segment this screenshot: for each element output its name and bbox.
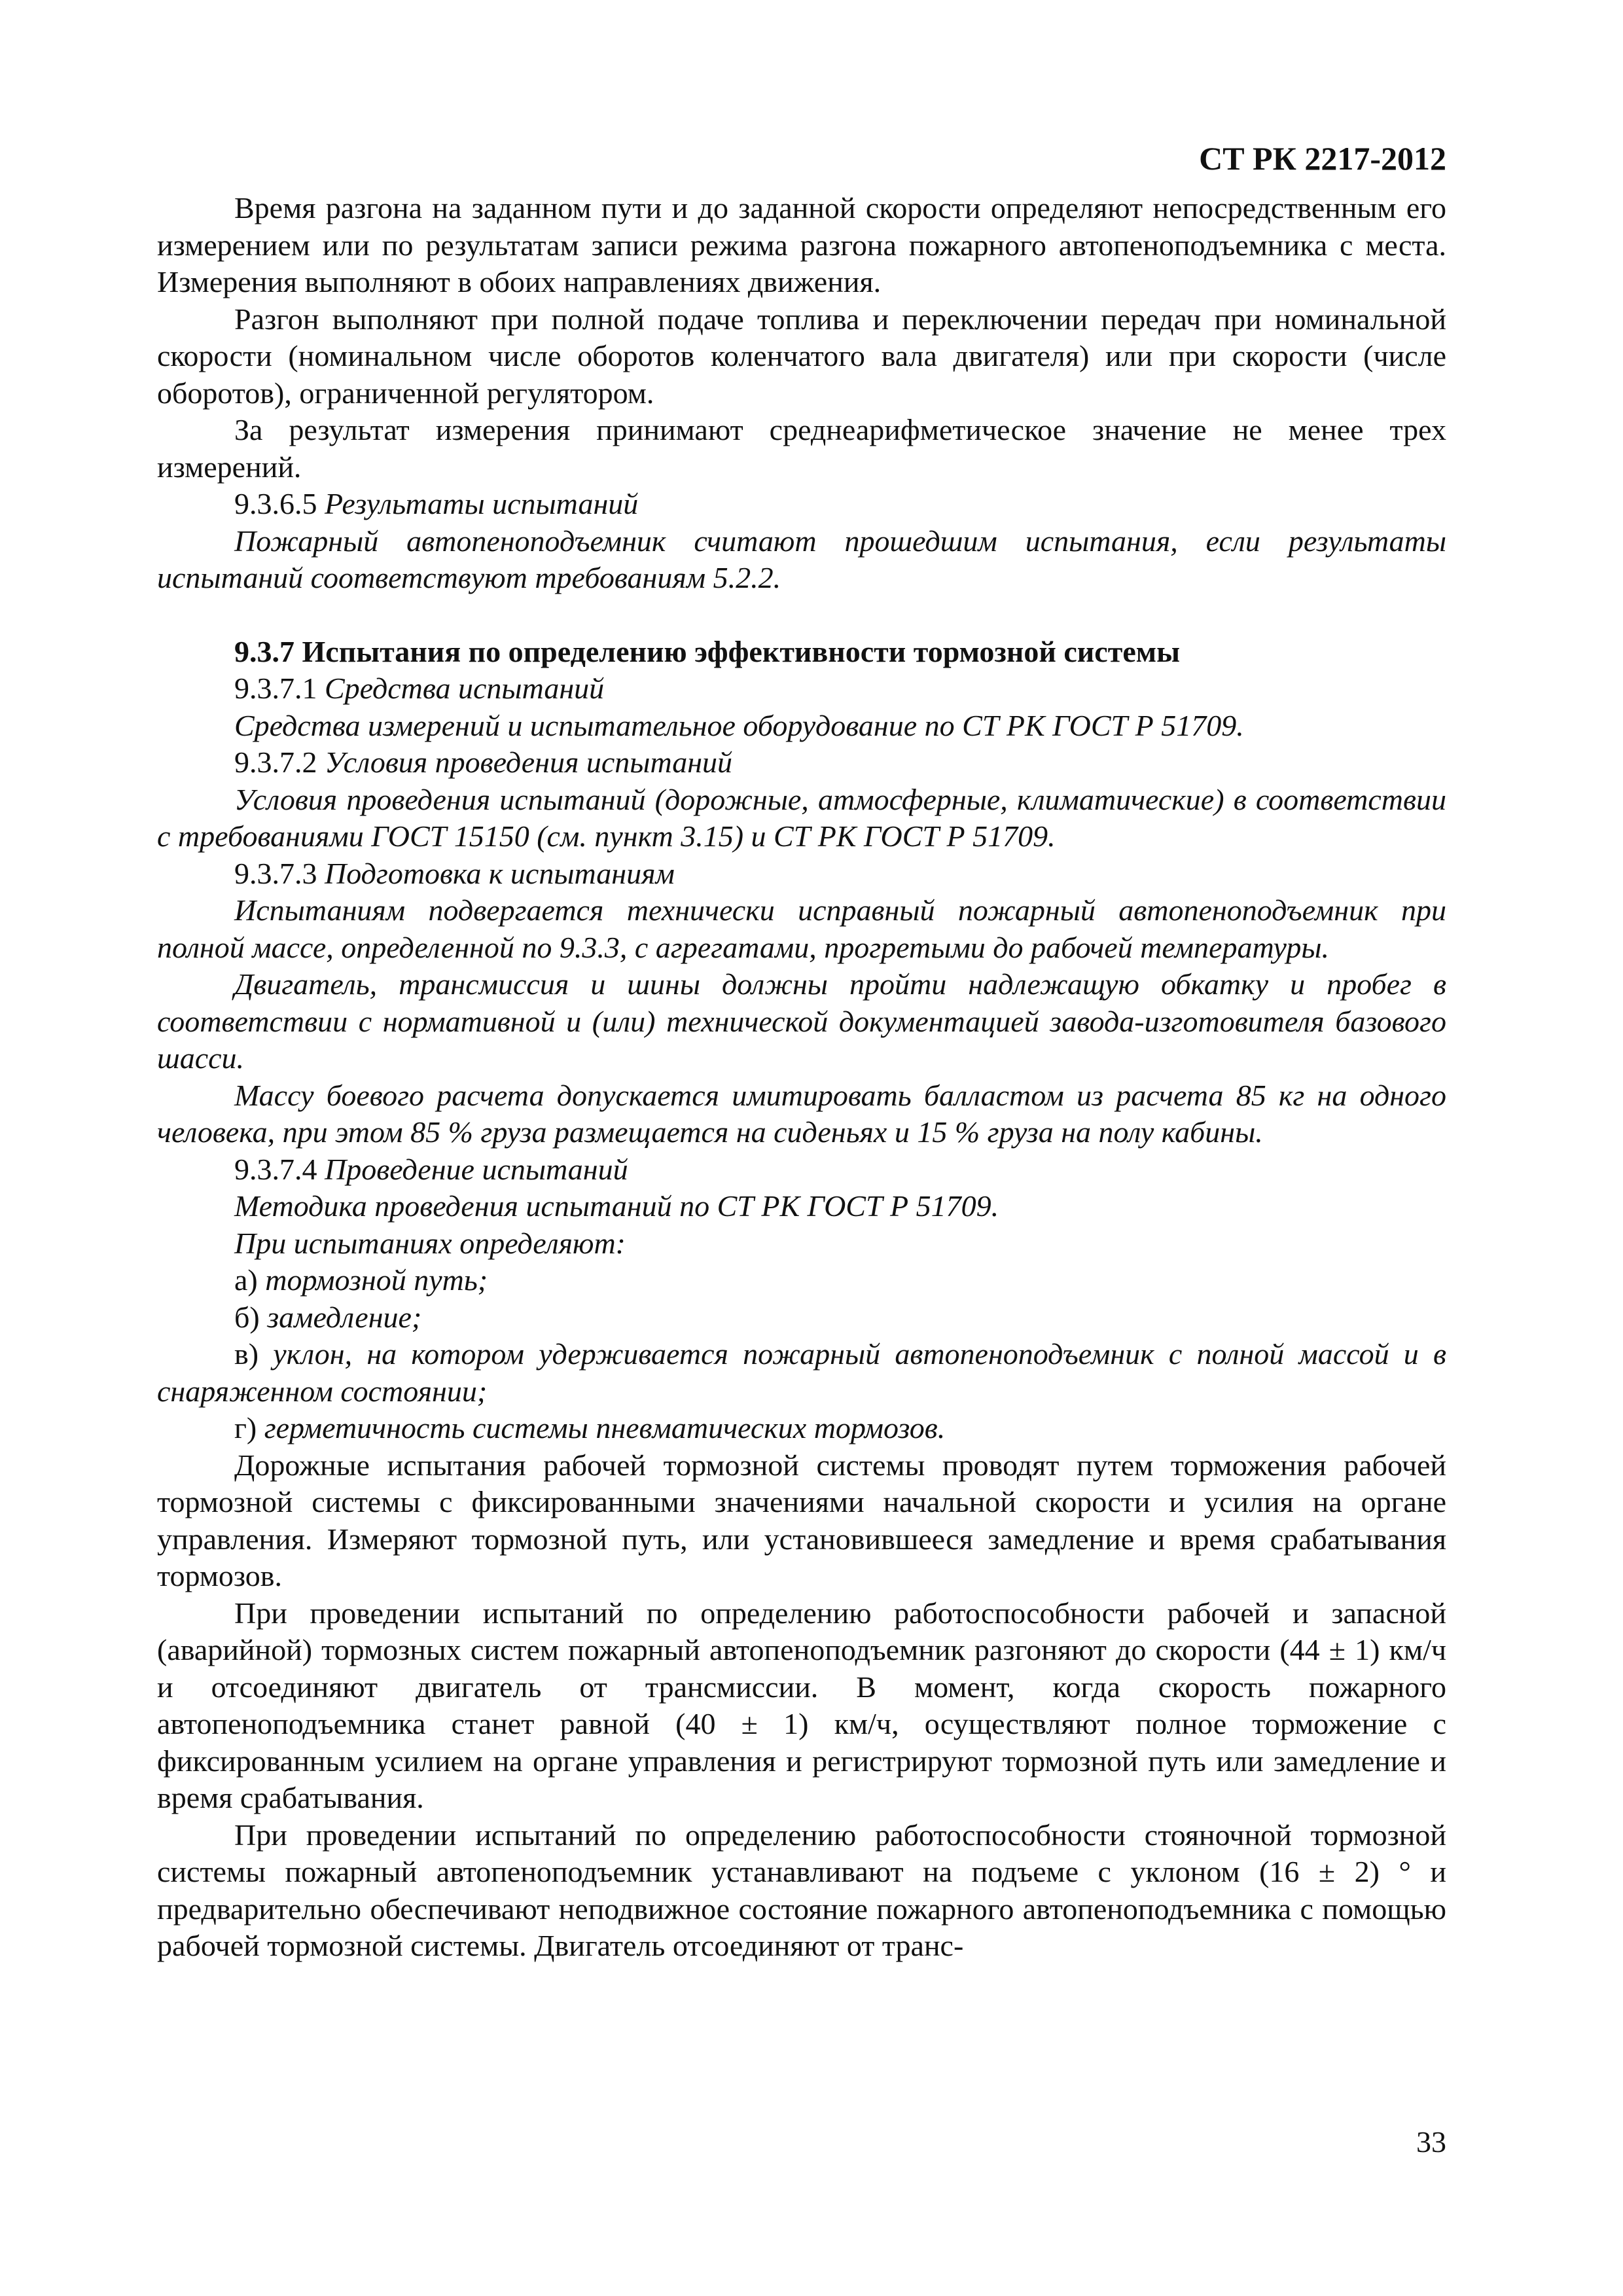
list-marker: б): [234, 1300, 260, 1334]
clause-title: Средства испытаний: [325, 672, 605, 705]
paragraph: Массу боевого расчета допускается имитировать балластом из расчета 85 кг на одного человека, при этом 85 % груза размещается на сиденьях и 15 % груза на полу кабины.: [157, 1078, 1446, 1149]
paragraph: При проведении испытаний по определению работоспособности стояночной тормозной системы пожарный автопеноподъемник устанавливают на подъеме с уклоном (16 ± 2) ° и предварительно обеспечивают неподвижное состояние пожарного автопеноподъемника с помощью рабочей тормозной системы. Двигатель отсоединяют от транс-: [157, 1818, 1446, 1962]
list-item-text: уклон, на котором удерживается пожарный автопеноподъемник с полной массой и в снаряженном состоянии;: [157, 1337, 1447, 1408]
subsection-heading: [157, 486, 1446, 523]
document-body: [157, 190, 1446, 1965]
list-item: [157, 1262, 1446, 1299]
subsection-heading: [157, 744, 1446, 781]
clause-number: 9.3.7.4: [234, 1152, 317, 1186]
document-code-header: СТ РК 2217-2012: [1199, 140, 1446, 177]
list-item-text: замедление;: [267, 1300, 422, 1334]
list-item-text: герметичность системы пневматических тормозов.: [264, 1411, 946, 1444]
list-item: [157, 1336, 1446, 1410]
subsection-heading: [157, 1151, 1446, 1189]
paragraph: При проведении испытаний по определению работоспособности рабочей и запасной (аварийной) тормозных систем пожарный автопеноподъемник разгоняют до скорости (44 ± 1) км/ч и отсоединяют двигатель от трансмиссии. В момент, когда скорость пожарного автопеноподъемника станет равной (40 ± 1) км/ч, осуществляют полное торможение с фиксированным усилием на органе управления и регистрируют тормозной путь или замедление и время срабатывания.: [157, 1596, 1446, 1814]
paragraph: За результат измерения принимают среднеарифметическое значение не менее трех измерений.: [157, 413, 1446, 484]
subsection-heading: [157, 855, 1446, 893]
paragraph: Время разгона на заданном пути и до заданной скорости определяют непосредственным его измерением или по результатам записи режима разгона пожарного автопеноподъемника с места. Измерения выполняют в обоих направлениях движения.: [157, 191, 1446, 298]
paragraph: Средства измерений и испытательное оборудование по СТ РК ГОСТ Р 51709.: [234, 708, 1244, 742]
paragraph: Испытаниям подвергается технически исправный пожарный автопеноподъемник при полной массе, определенной по 9.3.3, с агрегатами, прогретыми до рабочей температуры.: [157, 893, 1446, 964]
clause-number: 9.3.7.2: [234, 745, 317, 779]
section-heading: 9.3.7 Испытания по определению эффективности тормозной системы: [234, 634, 1180, 668]
clause-title: Результаты испытаний: [325, 487, 639, 520]
list-item-text: тормозной путь;: [265, 1263, 488, 1297]
clause-title: Условия проведения испытаний: [325, 745, 733, 779]
list-marker: а): [234, 1263, 258, 1297]
clause-title: Проведение испытаний: [325, 1152, 628, 1186]
list-item: [157, 1410, 1446, 1447]
paragraph: Дорожные испытания рабочей тормозной системы проводят путем торможения рабочей тормозной системы с фиксированными значениями начальной скорости и усилия на органе управления. Измеряют тормозной путь, или установившееся замедление и время срабатывания тормозов.: [157, 1448, 1446, 1592]
paragraph: Разгон выполняют при полной подаче топлива и переключении передач при номинальной скорости (номинальном числе оборотов коленчатого вала двигателя) или при скорости (числе оборотов), ограниченной регулятором.: [157, 302, 1446, 410]
paragraph: Условия проведения испытаний (дорожные, атмосферные, климатические) в соответствии с требованиями ГОСТ 15150 (см. пункт 3.15) и СТ РК ГОСТ Р 51709.: [157, 782, 1446, 853]
page-number: 33: [1416, 2125, 1446, 2159]
paragraph: При испытаниях определяют:: [234, 1226, 626, 1260]
paragraph: Методика проведения испытаний по СТ РК ГОСТ Р 51709.: [234, 1189, 999, 1223]
clause-number: 9.3.6.5: [234, 487, 317, 520]
list-marker: в): [234, 1337, 259, 1371]
list-marker: г): [234, 1411, 257, 1444]
paragraph: Двигатель, трансмиссия и шины должны пройти надлежащую обкатку и пробег в соответствии с нормативной и (или) технической документацией завода-изготовителя базового шасси.: [157, 967, 1446, 1075]
clause-number: 9.3.7.1: [234, 672, 317, 705]
clause-number: 9.3.7.3: [234, 856, 317, 890]
clause-title: Подготовка к испытаниям: [325, 856, 675, 890]
list-item: [157, 1299, 1446, 1336]
paragraph: Пожарный автопеноподъемник считают прошедшим испытания, если результаты испытаний соответствуют требованиям 5.2.2.: [157, 524, 1446, 594]
subsection-heading: [157, 670, 1446, 708]
